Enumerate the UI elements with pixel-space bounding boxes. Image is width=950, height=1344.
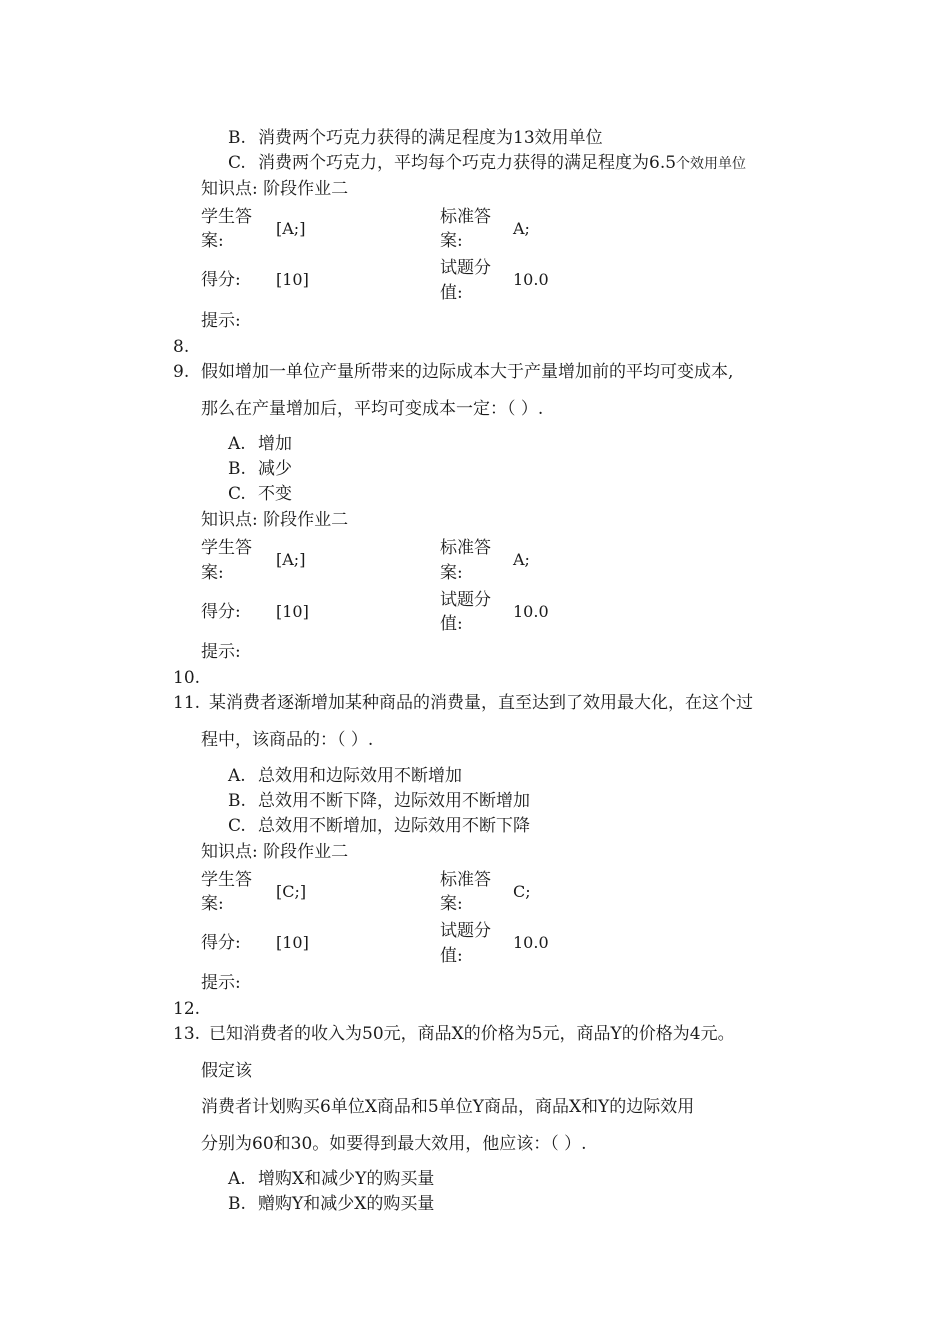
- option-text: 增购X和减少Y的购买量: [258, 1169, 435, 1189]
- q7-question-value-label-2: 值:: [440, 283, 463, 303]
- q13-text-line1: 已知消费者的收入为50元，商品X的价格为5元，商品Y的价格为4元。: [209, 1024, 735, 1044]
- option-text: 赠购Y和减少X的购买量: [258, 1194, 435, 1214]
- q11-option-b: [228, 789, 530, 813]
- q11-hint: 提示:: [201, 973, 241, 993]
- q7-option-c: [228, 151, 746, 176]
- q7-option-b: [228, 126, 603, 150]
- option-letter: A.: [228, 766, 246, 786]
- q9-option-c: [228, 482, 292, 506]
- q7-question-value: 10.0: [513, 270, 549, 289]
- q7-score-label: 得分:: [201, 270, 241, 290]
- question-number-11: 11.: [173, 693, 201, 713]
- q9-question-value-label-1: 试题分: [440, 590, 491, 610]
- q9-student-answer-label-1: 学生答: [201, 538, 252, 558]
- q11-standard-answer-label-2: 案:: [440, 894, 463, 914]
- option-letter: C.: [228, 816, 246, 836]
- option-letter: A.: [228, 434, 246, 454]
- q7-student-answer: [A;]: [276, 219, 306, 238]
- q11-student-answer-label-1: 学生答: [201, 870, 252, 890]
- q7-student-answer-label-2: 案:: [201, 231, 224, 251]
- q13-option-b: [228, 1192, 434, 1216]
- q7-question-value-label-1: 试题分: [440, 258, 491, 278]
- option-text-tail: 个效用单位: [676, 156, 747, 172]
- q9-hint: 提示:: [201, 642, 241, 662]
- q11-standard-answer-label-1: 标准答: [440, 870, 491, 890]
- option-text: 消费两个巧克力，平均每个巧克力获得的满足程度为6.5: [258, 153, 677, 173]
- q11-text-line1: 某消费者逐渐增加某种商品的消费量，直至达到了效用最大化，在这个过: [209, 693, 753, 713]
- q7-standard-answer: A;: [513, 219, 530, 238]
- question-number-8: 8.: [173, 337, 190, 357]
- q11-standard-answer: C;: [513, 882, 531, 901]
- q7-hint: 提示:: [201, 311, 241, 331]
- option-text: 不变: [258, 484, 292, 504]
- q9-option-b: [228, 457, 292, 481]
- q7-knowledge-point: 知识点: 阶段作业二: [201, 179, 349, 199]
- q7-standard-answer-label-1: 标准答: [440, 207, 491, 227]
- q9-knowledge-point: 知识点: 阶段作业二: [201, 510, 349, 530]
- option-letter: A.: [228, 1169, 246, 1189]
- q9-score: [10]: [276, 602, 309, 621]
- option-text: 总效用和边际效用不断增加: [258, 766, 462, 786]
- q11-knowledge-point: 知识点: 阶段作业二: [201, 842, 349, 862]
- q9-student-answer-label-2: 案:: [201, 563, 224, 583]
- q11-score: [10]: [276, 933, 309, 952]
- q13-option-a: [228, 1167, 434, 1191]
- option-letter: C.: [228, 484, 246, 504]
- option-text: 总效用不断下降，边际效用不断增加: [258, 791, 530, 811]
- q13-text-line3: 消费者计划购买6单位X商品和5单位Y商品，商品X和Y的边际效用: [201, 1097, 695, 1117]
- q11-student-answer-label-2: 案:: [201, 894, 224, 914]
- option-letter: B.: [228, 459, 246, 479]
- q7-student-answer-label-1: 学生答: [201, 207, 252, 227]
- option-letter: B.: [228, 128, 246, 148]
- q9-standard-answer-label-2: 案:: [440, 563, 463, 583]
- option-letter: B.: [228, 791, 246, 811]
- option-text: 减少: [258, 459, 292, 479]
- q13-text-line4: 分别为60和30。如要得到最大效用，他应该：（ ）.: [201, 1134, 587, 1154]
- q9-text-line1: 假如增加一单位产量所带来的边际成本大于产量增加前的平均可变成本,: [201, 362, 734, 382]
- q11-question-value-label-1: 试题分: [440, 921, 491, 941]
- question-number-13: 13.: [173, 1024, 201, 1044]
- option-text: 消费两个巧克力获得的满足程度为13效用单位: [258, 128, 603, 148]
- option-text: 增加: [258, 434, 292, 454]
- question-number-10: 10.: [173, 668, 201, 688]
- q11-student-answer: [C;]: [276, 882, 307, 901]
- option-letter: B.: [228, 1194, 246, 1214]
- option-text: 总效用不断增加，边际效用不断下降: [258, 816, 530, 836]
- q7-standard-answer-label-2: 案:: [440, 231, 463, 251]
- q9-question-value: 10.0: [513, 602, 549, 621]
- option-letter: C.: [228, 153, 246, 173]
- q7-score: [10]: [276, 270, 309, 289]
- question-number-9: 9.: [173, 362, 190, 382]
- q9-standard-answer: A;: [513, 550, 530, 569]
- q11-text-line2: 程中，该商品的：（ ）.: [201, 730, 374, 750]
- q11-option-c: [228, 814, 530, 838]
- q9-text-line2: 那么在产量增加后，平均可变成本一定：（ ）.: [201, 399, 544, 419]
- q11-question-value: 10.0: [513, 933, 549, 952]
- q11-score-label: 得分:: [201, 933, 241, 953]
- q11-question-value-label-2: 值:: [440, 946, 463, 966]
- q9-score-label: 得分:: [201, 602, 241, 622]
- question-number-12: 12.: [173, 999, 201, 1019]
- q13-text-line2: 假定该: [201, 1061, 252, 1081]
- q11-option-a: [228, 764, 462, 788]
- q9-student-answer: [A;]: [276, 550, 306, 569]
- q9-option-a: [228, 432, 292, 456]
- q9-standard-answer-label-1: 标准答: [440, 538, 491, 558]
- q9-question-value-label-2: 值:: [440, 614, 463, 634]
